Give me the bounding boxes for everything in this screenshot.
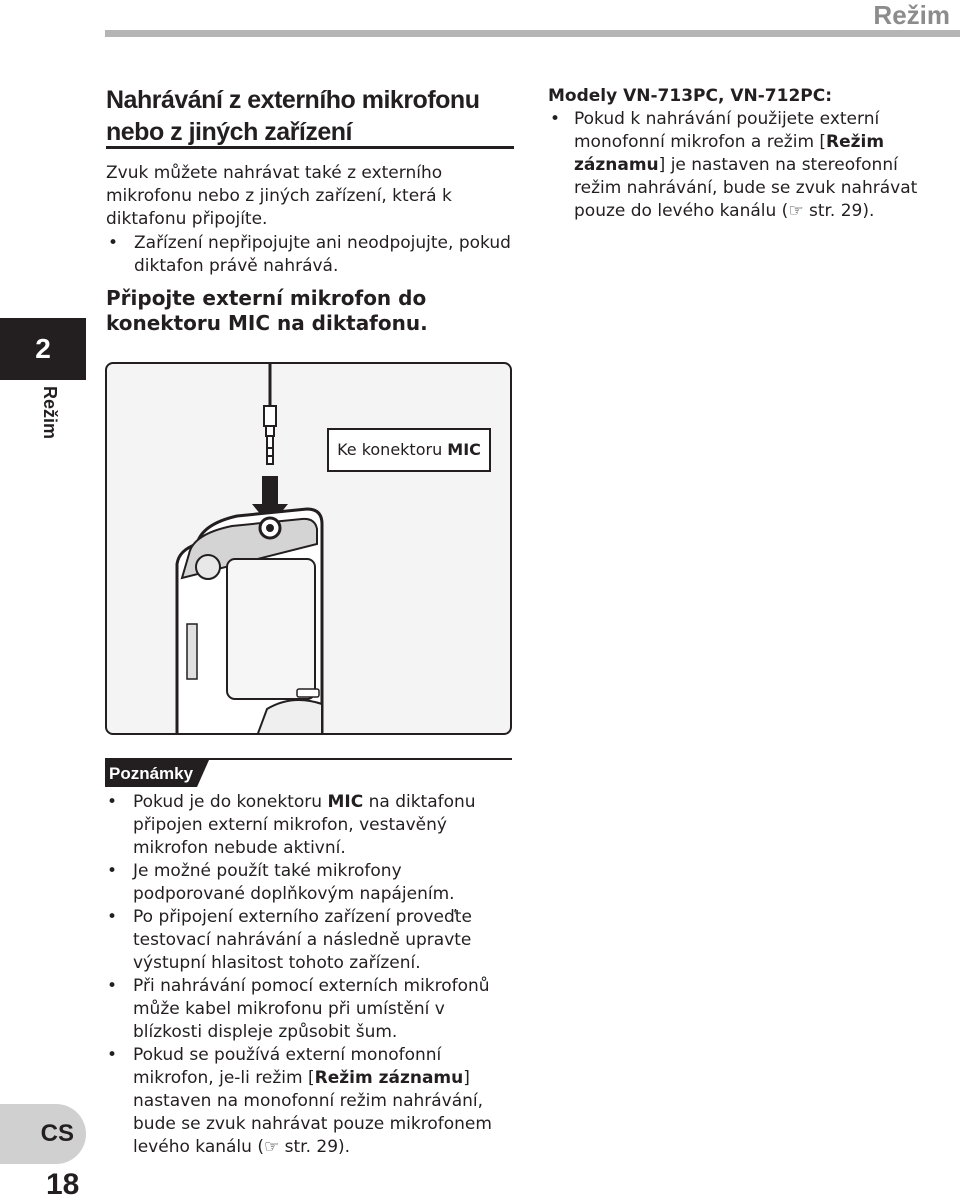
side-switch [187, 624, 197, 679]
section-title: Nahrávání z externího mikrofonu nebo z jiných zařízení [106, 86, 480, 146]
text-segment: Pokud se používá externí monofonní mikrofon, je-li režim [ [133, 1045, 442, 1088]
models-note-list [548, 108, 948, 223]
text-segment: Pokud k nahrávání použijete externí monofonní mikrofon a režim [ [574, 109, 880, 152]
instruction-step: Připojte externí mikrofon do konektoru MIC na diktafonu. [106, 286, 428, 335]
voice-recorder [177, 509, 322, 733]
recorder-drawing [107, 364, 510, 733]
bold-term: Režim záznamu [574, 132, 885, 175]
notes-label: Poznámky [105, 760, 197, 787]
side-tab-label: Režim [40, 386, 60, 440]
models-heading: Modely VN-713PC, VN-712PC: [548, 86, 833, 106]
notes-list [105, 791, 515, 1159]
list-item [105, 1044, 515, 1159]
list-item [105, 860, 515, 906]
callout-mic-label: MIC [447, 440, 481, 459]
bold-term: MIC [327, 792, 364, 812]
text-segment: ] nastaven na monofonní režim nahrávání, bude se zvuk nahrávat pouze mikrofonem levého kanálu (☞ str. 29). [133, 1068, 492, 1157]
list-item [105, 906, 515, 975]
list-item [548, 108, 948, 223]
page-number: 18 [46, 1168, 80, 1201]
callout-text: Ke konektoru [337, 440, 448, 459]
text-segment: ] je nastaven na stereofonní režim nahrávání, bude se zvuk nahrávat pouze do levého kanálu (☞ str. 29). [574, 155, 918, 221]
header-section-label: Režim [873, 0, 950, 30]
text-segment: Je možné použít také mikrofony podporované doplňkovým napájením. [133, 861, 455, 904]
intro-bullet-list [106, 232, 516, 278]
microphone-plug [264, 406, 276, 464]
recorder-display [227, 559, 315, 699]
language-badge: CS [0, 1104, 86, 1164]
list-item: • Zařízení nepřipojujte ani neodpojujte, pokud diktafon právě nahrává. [106, 232, 516, 278]
mic-jack-callout [327, 428, 491, 472]
intro-paragraph: Zvuk můžete nahrávat také z externího mikrofonu nebo z jiných zařízení, která k diktafonu připojíte. [106, 163, 452, 229]
recorder-illustration [105, 362, 512, 735]
title-underline [106, 146, 514, 149]
list-item [105, 975, 515, 1044]
text-segment: Pokud je do konektoru [133, 792, 328, 812]
text-segment: Po připojení externího zařízení proveďte testovací nahrávání a následně upravte výstupní hlasitost tohoto zařízení. [133, 907, 472, 973]
chapter-number: 2 [0, 318, 86, 380]
header-rule [105, 30, 960, 37]
text-segment: Při nahrávání pomocí externích mikrofonů může kabel mikrofonu při umístění v blízkosti displeje způsobit šum. [133, 976, 490, 1042]
bold-term: Režim záznamu [314, 1068, 464, 1088]
list-item [105, 791, 515, 860]
text-segment: na diktafonu připojen externí mikrofon, vestavěný mikrofon nebude aktivní. [133, 792, 476, 858]
built-in-mic [196, 555, 220, 579]
